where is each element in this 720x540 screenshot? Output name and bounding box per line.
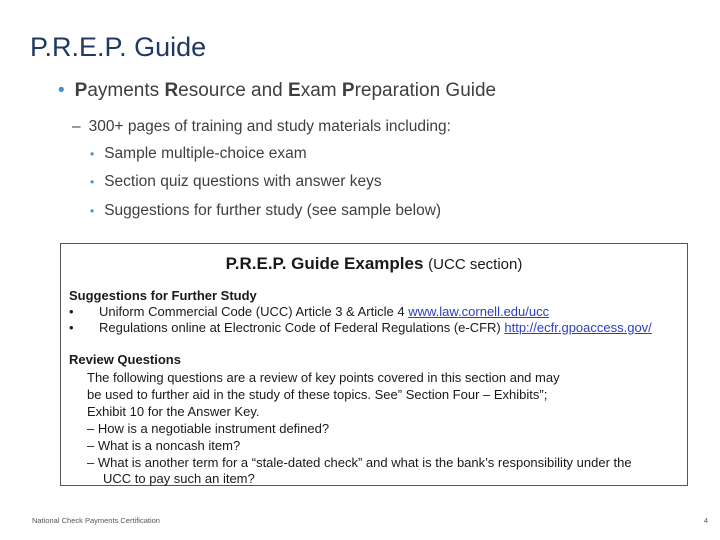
- review-heading: Review Questions: [69, 352, 181, 367]
- slide-title: P.R.E.P. Guide: [30, 32, 207, 62]
- review-line: The following questions are a review of key points covered in this section and may: [87, 370, 560, 385]
- bullet-text-segment: ayments: [87, 80, 165, 101]
- review-question: – What is a noncash item?: [87, 438, 241, 453]
- bullet-dot-icon: •: [90, 175, 95, 189]
- ecfr-link[interactable]: http://ecfr.gpoaccess.gov/: [504, 320, 652, 335]
- page-number: 4: [703, 516, 708, 525]
- bullet-text-segment: xam: [300, 80, 342, 101]
- list-item: [90, 202, 441, 220]
- bullet-dot-icon: •: [58, 80, 65, 101]
- example-title-bold: P.R.E.P. Guide Examples: [225, 254, 424, 273]
- further-study-text: Regulations online at Electronic Code of Federal Regulations (e-CFR): [99, 320, 505, 335]
- list-item-text: Suggestions for further study (see sample below): [104, 202, 442, 219]
- list-item-text: Section quiz questions with answer keys: [104, 173, 382, 190]
- review-line: be used to further aid in the study of these topics. See” Section Four – Exhibits”;: [87, 387, 548, 402]
- further-study-text: Uniform Commercial Code (UCC) Article 3 & Article 4: [99, 304, 409, 319]
- list-item: [90, 145, 307, 163]
- bullet-dot-icon: •: [69, 304, 74, 319]
- review-question-continued: UCC to pay such an item?: [103, 471, 255, 486]
- bullet-dot-icon: •: [69, 320, 74, 335]
- bullet-dot-icon: •: [90, 204, 95, 218]
- acronym-letter: P: [74, 80, 88, 101]
- list-item: [90, 173, 382, 191]
- footer-text: National Check Payments Certification: [32, 516, 160, 525]
- bullet-text-segment: esource and: [178, 80, 289, 101]
- further-study-heading: Suggestions for Further Study: [69, 288, 257, 303]
- bullet-text-segment: reparation Guide: [354, 80, 497, 101]
- further-study-item: [69, 304, 549, 319]
- review-question: – How is a negotiable instrument defined?: [87, 421, 330, 436]
- further-study-item: [69, 320, 652, 335]
- review-line: Exhibit 10 for the Answer Key.: [87, 404, 260, 419]
- acronym-letter: R: [164, 80, 179, 101]
- main-bullet-text: [75, 80, 496, 101]
- main-bullet: [58, 80, 496, 102]
- ucc-link[interactable]: www.law.cornell.edu/ucc: [408, 304, 550, 319]
- list-item-text: Sample multiple-choice exam: [104, 145, 307, 162]
- example-title: [61, 254, 687, 274]
- example-title-sub: (UCC section): [428, 256, 523, 273]
- sub-bullet-text: 300+ pages of training and study materials including:: [88, 118, 451, 135]
- sub-bullet: [72, 118, 451, 136]
- acronym-letter: P: [341, 80, 355, 101]
- example-image-box: [60, 243, 688, 486]
- review-question: – What is another term for a “stale-dated check” and what is the bank’s responsibility under the: [87, 455, 632, 470]
- acronym-letter: E: [288, 80, 301, 101]
- dash-icon: –: [72, 118, 81, 135]
- bullet-dot-icon: •: [90, 147, 95, 161]
